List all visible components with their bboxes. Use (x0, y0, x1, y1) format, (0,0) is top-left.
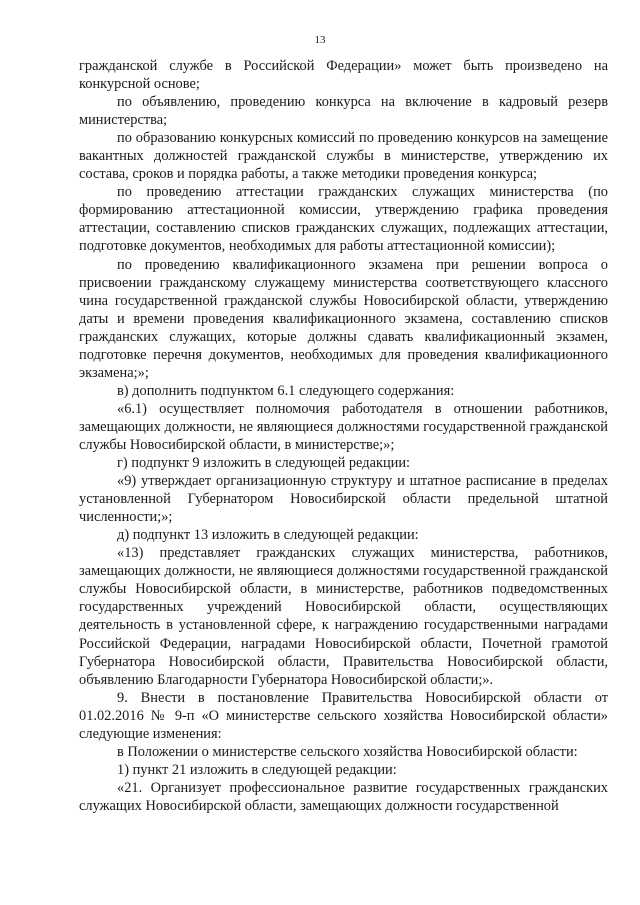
paragraph: «6.1) осуществляет полномочия работодателя в отношении работников, замещающих должности, не являющиеся должностями государственной гражданской службы Новосибирской области, в министерстве;»; (79, 400, 608, 453)
paragraph: «13) представляет гражданских служащих министерства, работников, замещающих должности, не являющиеся должностями государственной гражданской службы Новосибирской области, в министерстве, работников подведомственных государственных учреждений Новосибирской области, осуществляющих деятельность в установленной сфере, к награждению государственными наградами Российской Федерации, наградами Новосибирской области, Почетной грамотой Губернатора Новосибирской области, Правительства Новосибирской области, объявлению Благодарности Губернатора Новосибирской области;». (79, 545, 608, 688)
paragraph: «9) утверждает организационную структуру и штатное расписание в пределах установленной Губернатором Новосибирской области предельной штатной численности;»; (79, 473, 608, 526)
paragraph: г) подпункт 9 изложить в следующей редакции: (117, 455, 411, 472)
paragraph: гражданской службе в Российской Федерации» может быть произведено на конкурсной основе; (79, 58, 608, 93)
paragraph: в) дополнить подпунктом 6.1 следующего содержания: (117, 382, 455, 399)
paragraph: в Положении о министерстве сельского хозяйства Новосибирской области: (117, 743, 578, 760)
paragraph: 9. Внести в постановление Правительства Новосибирской области от 01.02.2016 № 9-п «О министерстве сельского хозяйства Новосибирской области» следующие изменения: (79, 689, 608, 742)
paragraph: по проведению аттестации гражданских служащих министерства (по формированию аттестационной комиссии, утверждению графика проведения аттестации, составлению списков гражданских служащих, подлежащих аттестации, подготовке документов, необходимых для работы аттестационной комиссии); (79, 184, 608, 255)
document-body (79, 57, 608, 815)
paragraph: по проведению квалификационного экзамена при решении вопроса о присвоении гражданскому служащему министерства соответствующего классного чина государственной гражданской службы Новосибирской области, утверждению даты и времени проведения квалификационного экзамена, составлению списков гражданских служащих, которые должны сдавать квалификационный экзамен, подготовке перечня документов, необходимых для проведения квалификационного экзамена;»; (79, 256, 608, 381)
paragraph: «21. Организует профессиональное развитие государственных гражданских служащих Новосибирской области, замещающих должности государственной (79, 779, 608, 814)
paragraph: 1) пункт 21 изложить в следующей редакции: (117, 761, 397, 778)
paragraph: д) подпункт 13 изложить в следующей редакции: (117, 527, 419, 544)
paragraph: по объявлению, проведению конкурса на включение в кадровый резерв министерства; (79, 94, 608, 129)
page-number: 13 (314, 34, 326, 46)
paragraph: по образованию конкурсных комиссий по проведению конкурсов на замещение вакантных должностей гражданской службы в министерстве, утверждению их состава, сроков и порядка работы, а также методики проведения конкурса; (79, 130, 608, 183)
